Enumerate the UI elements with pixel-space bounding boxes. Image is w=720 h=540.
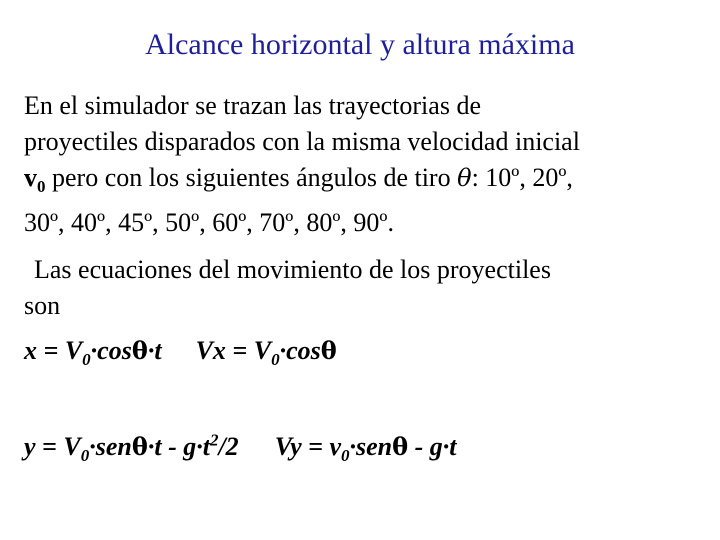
eq-y-sub: 0 [80, 445, 90, 465]
eq-y-mid: ·t - g·t [147, 431, 210, 461]
intro-line-1: En el simulador se trazan las trayectorias de [24, 91, 481, 120]
intro-line-3-text: pero con los siguientes ángulos de tiro [45, 163, 458, 192]
eq-vy-sen: ·sen [349, 431, 393, 461]
eq-vx-lhs: Vx = V [195, 336, 272, 365]
intro-line-2: proyectiles disparados con la misma velocidad inicial [24, 127, 580, 156]
equation-row-y [24, 430, 457, 466]
equations-intro-line-1: Las ecuaciones del movimiento de los proyectiles [34, 255, 551, 284]
eq-y-theta: θ [131, 431, 148, 461]
eq-vx-cos: ·cos [279, 336, 321, 365]
angle-list-start: : 10º, 20º, [471, 163, 573, 192]
eq-vx-velocity [195, 336, 337, 370]
eq-vy-sub: 0 [341, 445, 350, 465]
theta-symbol: θ [457, 164, 472, 192]
eq-x-lhs: x = V [24, 336, 83, 365]
eq-y-sen: ·sen [89, 431, 132, 461]
equations-intro-line-2: son [24, 291, 61, 320]
initial-velocity-subscript: 0 [37, 177, 46, 197]
eq-vy-velocity [274, 431, 457, 465]
eq-vy-end: - g·t [408, 431, 457, 461]
equation-row-x [24, 336, 337, 370]
eq-vx-theta: θ [320, 336, 337, 365]
slide-title: Alcance horizontal y altura máxima [145, 28, 575, 61]
eq-x-cos: ·cos [90, 336, 132, 365]
eq-y-lhs: y = V [24, 431, 81, 461]
eq-x-end: ·t [147, 336, 162, 365]
eq-x-sub: 0 [82, 350, 91, 370]
eq-y-sup: 2 [209, 430, 219, 449]
intro-line-4: 30º, 40º, 45º, 50º, 60º, 70º, 80º, 90º. [24, 208, 394, 238]
eq-y-tail: /2 [218, 431, 239, 461]
eq-vy-theta: θ [392, 431, 409, 461]
eq-vx-sub: 0 [271, 350, 280, 370]
initial-velocity-symbol: v [24, 163, 37, 192]
intro-line-3 [24, 160, 580, 205]
intro-paragraph [24, 88, 580, 241]
eq-x-theta: θ [131, 336, 148, 365]
eq-x-position [24, 336, 162, 370]
eq-vy-lhs: Vy = v [274, 431, 341, 461]
eq-y-position [24, 430, 239, 465]
